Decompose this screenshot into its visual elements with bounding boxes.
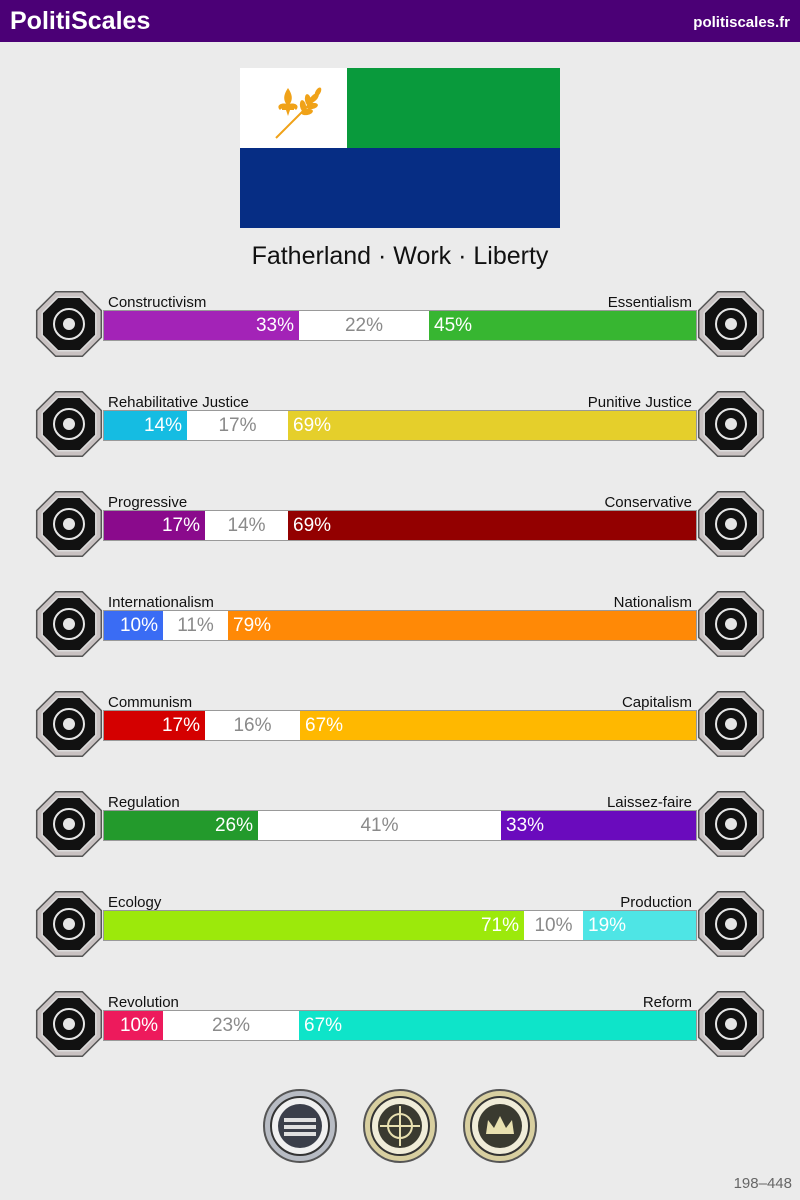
axis-right-label: Capitalism	[621, 694, 692, 711]
money-bag-icon[interactable]	[694, 687, 768, 761]
handshake-icon[interactable]	[32, 387, 106, 461]
gear-icon[interactable]	[694, 887, 768, 961]
axis-bar	[103, 310, 697, 341]
motto-title: Fatherland · Work · Liberty	[251, 242, 549, 270]
flag-icon[interactable]	[694, 587, 768, 661]
eye-icon[interactable]	[32, 287, 106, 361]
axis-left-segment: 10%	[104, 611, 163, 640]
axis-bar	[103, 410, 697, 441]
prison-bars-icon[interactable]	[694, 387, 768, 461]
axis-bar	[103, 510, 697, 541]
header-bar	[0, 0, 800, 42]
axis-neutral-segment: 11%	[163, 611, 228, 640]
axis-neutral-segment: 17%	[187, 411, 288, 440]
ballot-box-icon[interactable]	[694, 987, 768, 1061]
axis-right-segment: 67%	[299, 1011, 696, 1040]
hammer-sickle-icon[interactable]	[32, 687, 106, 761]
result-flag	[240, 68, 560, 228]
globe-icon[interactable]	[32, 587, 106, 661]
axis-row	[0, 687, 800, 777]
axis-right-label: Punitive Justice	[587, 394, 692, 411]
axis-left-segment: 26%	[104, 811, 258, 840]
axis-row	[0, 987, 800, 1077]
axis-left-segment: 17%	[104, 511, 205, 540]
flag-green-stripe	[347, 68, 560, 148]
axis-left-segment: 17%	[104, 711, 205, 740]
axis-left-segment: 14%	[104, 411, 187, 440]
axis-left-label: Communism	[108, 694, 193, 711]
axis-neutral-segment: 23%	[163, 1011, 299, 1040]
axis-row	[0, 287, 800, 377]
flower-icon[interactable]	[694, 287, 768, 361]
compass-badge[interactable]	[362, 1088, 438, 1164]
axis-left-label: Revolution	[108, 994, 179, 1011]
axis-neutral-segment: 16%	[205, 711, 300, 740]
axis-bar	[103, 910, 697, 941]
axis-row	[0, 387, 800, 477]
axis-left-label: Regulation	[108, 794, 180, 811]
axis-neutral-segment: 14%	[205, 511, 288, 540]
flag-blue-stripe	[240, 148, 560, 228]
axis-right-segment: 69%	[288, 511, 696, 540]
axis-left-label: Progressive	[108, 494, 188, 511]
axis-right-segment: 79%	[228, 611, 696, 640]
axis-left-label: Ecology	[108, 894, 162, 911]
axis-right-label: Essentialism	[607, 294, 692, 311]
axis-right-segment: 19%	[583, 911, 696, 940]
axis-right-label: Reform	[642, 994, 692, 1011]
axis-bar	[103, 710, 697, 741]
axis-neutral-segment: 41%	[258, 811, 501, 840]
rocket-icon[interactable]	[32, 487, 106, 561]
sprout-icon[interactable]	[32, 887, 106, 961]
axis-left-segment: 71%	[104, 911, 524, 940]
brand-logo[interactable]: PolitiScales	[10, 7, 151, 35]
butterfly-icon[interactable]	[694, 787, 768, 861]
axis-left-segment: 10%	[104, 1011, 163, 1040]
axis-left-label: Constructivism	[108, 294, 207, 311]
axis-right-segment: 33%	[501, 811, 696, 840]
axis-row	[0, 787, 800, 877]
axis-left-label: Rehabilitative Justice	[108, 394, 249, 411]
axis-row	[0, 587, 800, 677]
axis-row	[0, 487, 800, 577]
fleur-de-lis-wheat-icon	[268, 76, 332, 140]
quill-pen-icon[interactable]	[694, 487, 768, 561]
crown-badge[interactable]	[462, 1088, 538, 1164]
axis-right-label: Nationalism	[613, 594, 692, 611]
axis-right-label: Conservative	[604, 494, 692, 511]
axis-right-segment: 69%	[288, 411, 696, 440]
badges-row	[262, 1088, 538, 1164]
axis-left-segment: 33%	[104, 311, 299, 340]
axis-right-label: Production	[620, 894, 692, 911]
books-badge[interactable]	[262, 1088, 338, 1164]
axis-bar	[103, 610, 697, 641]
axis-right-segment: 45%	[429, 311, 696, 340]
axis-neutral-segment: 22%	[299, 311, 429, 340]
fist-icon[interactable]	[32, 987, 106, 1061]
axis-right-label: Laissez-faire	[606, 794, 692, 811]
axis-bar	[103, 1010, 697, 1041]
axis-left-label: Internationalism	[108, 594, 214, 611]
axis-right-segment: 67%	[300, 711, 696, 740]
axis-neutral-segment: 10%	[524, 911, 583, 940]
site-link[interactable]: politiscales.fr	[693, 14, 790, 31]
ruler-icon[interactable]	[32, 787, 106, 861]
axis-row	[0, 887, 800, 977]
result-code: 198–448	[733, 1175, 792, 1192]
axis-bar	[103, 810, 697, 841]
